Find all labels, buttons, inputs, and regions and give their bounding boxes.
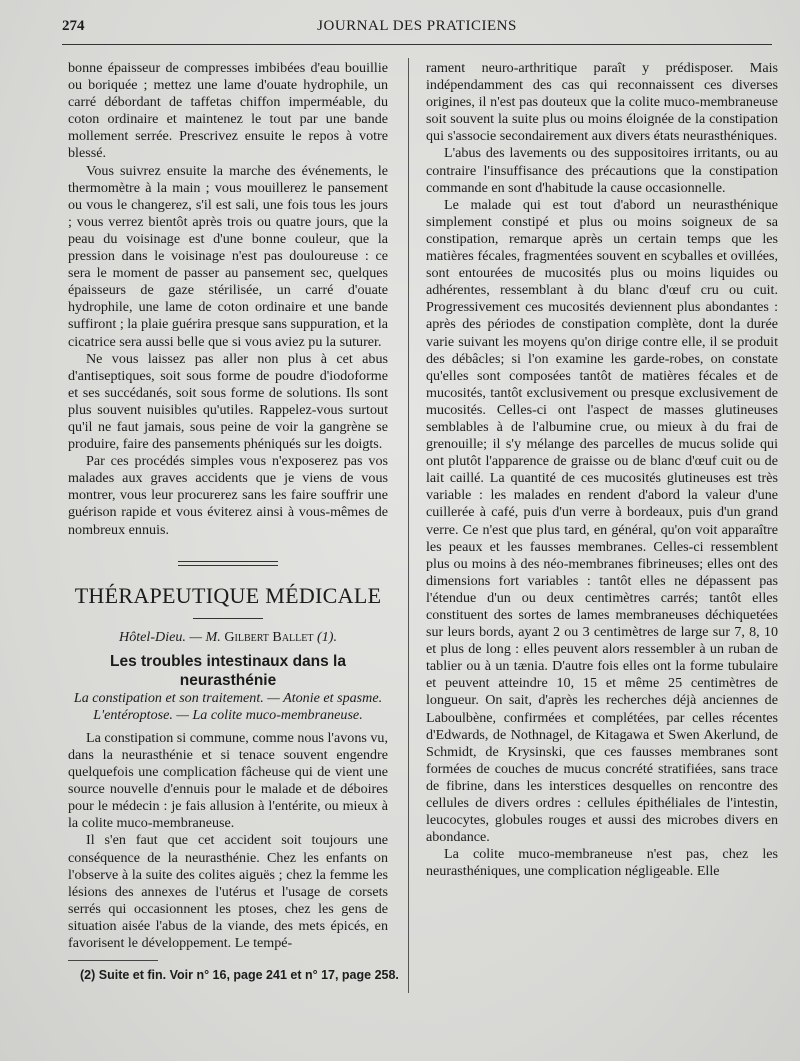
- paragraph: La constipation si commune, comme nous l'avons vu, dans la neurasthénie et si tenace souvent engendre quelquefois une complication fâcheuse qui de vient une source nouvelle d'ennuis pour le malade et de déboires pour le médecin : je fais allusion à l'entérite, ou mieux à la colite muco-membraneuse.: [68, 729, 388, 832]
- right-column: [426, 60, 778, 881]
- byline-place: Hôtel-Dieu. — M.: [119, 628, 221, 645]
- paragraph: Par ces procédés simples vous n'exposerez pas vos malades aux graves accidents que je viens de vous montrer, vous leur procurerez sans les faire souffrir une guérison rapide et vous éviterez ainsi à vous-mêmes de nombreux ennuis.: [68, 453, 388, 538]
- article-subtitle: L'entéroptose. — La colite muco-membraneuse.: [93, 706, 363, 723]
- page-header: [62, 14, 772, 45]
- section-title: THÉRAPEUTIQUE MÉDICALE: [74, 582, 382, 608]
- article-byline: [68, 629, 388, 646]
- paragraph: Vous suivrez ensuite la marche des événements, le thermomètre à la main ; vous mouillerez le pansement ou vous le changerez, s'il est sali, une fois tous les jours ; vous verrez bientôt après trois ou quatre jours, que la peau du voisinage est d'une bonne couleur, que la pression dans le voisinage n'est pas douloureuse : ce sera le moment de passer au pansement sec, quelques épaisseurs de gaze stérilisée, un carré d'ouate hydrophile, une lame de coton ordinaire et une bande suffiront ; la plaie guérira presque sans suppuration, et la cicatrice sera aussi belle que si vous aviez pu la suturer.: [68, 162, 388, 350]
- title-divider: [193, 618, 263, 619]
- section-divider: [178, 561, 278, 566]
- journal-title: JOURNAL DES PRATICIENS: [317, 18, 517, 34]
- footnote-rule: [68, 960, 158, 961]
- paragraph: Il s'en faut que cet accident soit toujours une conséquence de la neurasthénie. Chez les enfants on l'observe à la suite des colites aiguës ; chez la femme les lésions des annexes de l'utérus et l'usage de corsets serrés qui occasionnent les ptoses, chez les gens de situation aisée l'abus de la viande, des mets épicés, en favorisent le développement. Le tempé-: [68, 832, 388, 952]
- article-title: Les troubles intestinaux dans la neurasthénie: [109, 652, 346, 689]
- paragraph: Le malade qui est tout d'abord un neurasthénique simplement constipé et plus ou moins soigneux de sa constipation, remarque après un certain temps que les matières fécales, fragmentées souvent en scyballes et ovillées, sont entourées de mucosités plus ou moins liquides ou adhérentes, ressemblant à du blanc d'œuf cru ou cuit. Progressivement ces mucosités deviennent plus abondantes : après des périodes de constipation complète, dont la durée varie suivant les moyens qu'on dirige contre elle, il se produit des débâcles; si l'on examine les garde-robes, on constate qu'elles sont composées tantôt de matières fécales et de mucosités, tantôt exclusivement ou presque exclusivement de mucosités. Celles-ci ont l'aspect de masses glutineuses semblables à de l'albumine crue, ou mieux à du frai de grenouille; il s'y mélange des parcelles de mucus solide qui ont plutôt l'apparence de graisse ou de blanc d'œuf cuit ou de lait caillé. La quantité de ces mucosités glutineuses est très variable : les malades en rendent d'abord la valeur d'une cuillerée à café, puis d'un verre à bordeaux, puis d'un grand verre. Ce n'est que plus tard, en général, qu'on voit apparaître les peaux et les fausses membranes. Celles-ci ressemblent plus ou moins à des néo-membranes fibrineuses; elles ont des dimensions fort variables : tantôt elles ne dépassent pas l'étendue d'un ou deux centimètres carrés; tantôt elles constituent des sortes de lames membraneuses déchiquetées sur leurs bords, ayant 2 ou 3 centimètres de large sur 7, 8, 10 et plus de long : elles peuvent alors ressembler à un ruban de tablier ou à un tænia. D'autre fois elles ont la forme tubulaire et peuvent atteindre 10, 15 et même 25 centimètres de longueur. On sait, d'après les recherches déjà anciennes de Laboulbène, confirmées et complétées, par celles récentes d'Edwards, de Nothnagel, de Kitagawa et Swen Akerlund, de Schmidt, de Krysinski, que ces fausses membranes sont formées de couches de mucus concrété stratifiées, sans trace de fibrine, dans les interstices desquelles on rencontre des cellules de divers ordres : cellules épithéliales de l'intestin, leucocytes, globules rouges et aussi des microbes divers en abondance.: [426, 196, 778, 846]
- paragraph: bonne épaisseur de compresses imbibées d'eau bouillie ou boriquée ; mettez une lame d'ouate hydrophile, un carré débordant de taffetas chiffon imperméable, du coton ordinaire et maintenez le tout par une bande mollement serrée. Prescrivez ensuite le repos à votre blessé.: [68, 60, 388, 162]
- byline-author: Gilbert Ballet: [224, 628, 314, 645]
- footnote: (2) Suite et fin. Voir n° 16, page 241 et n° 17, page 258.: [80, 968, 399, 982]
- paragraph: rament neuro-arthritique paraît y prédisposer. Mais indépendamment des cas qui reconnaissent ces diverses origines, il n'est pas douteux que la colite muco-membraneuse soit souvent la suite plus ou moins éloignée de la constipation qui s'associe secondairement aux divers états neurasthéniques.: [426, 60, 778, 145]
- left-column: [68, 60, 388, 952]
- paragraph: L'abus des lavements ou des suppositoires irritants, ou au contraire l'insuffisance des précautions que la constipation commande en sont d'habitude la cause occasionnelle.: [426, 145, 778, 196]
- page-number: 274: [62, 18, 85, 34]
- byline-note: (1).: [317, 628, 337, 645]
- paragraph: Ne vous laissez pas aller non plus à cet abus d'antiseptiques, soit sous forme de poudre d'iodoforme et ses succédanés, soit sous forme de solutions. Ils sont plus souvent nuisibles qu'utiles. Rappelez-vous surtout qu'il ne faut jamais, sous peine de voir la gangrène se produire, faire des pansements phéniqués sur les doigts.: [68, 350, 388, 453]
- paragraph: La colite muco-membraneuse n'est pas, chez les neurasthéniques, une complication négligeable. Elle: [426, 846, 778, 880]
- article-subtitle: La constipation et son traitement. — Atonie et spasme.: [73, 689, 383, 706]
- column-divider: [408, 58, 409, 993]
